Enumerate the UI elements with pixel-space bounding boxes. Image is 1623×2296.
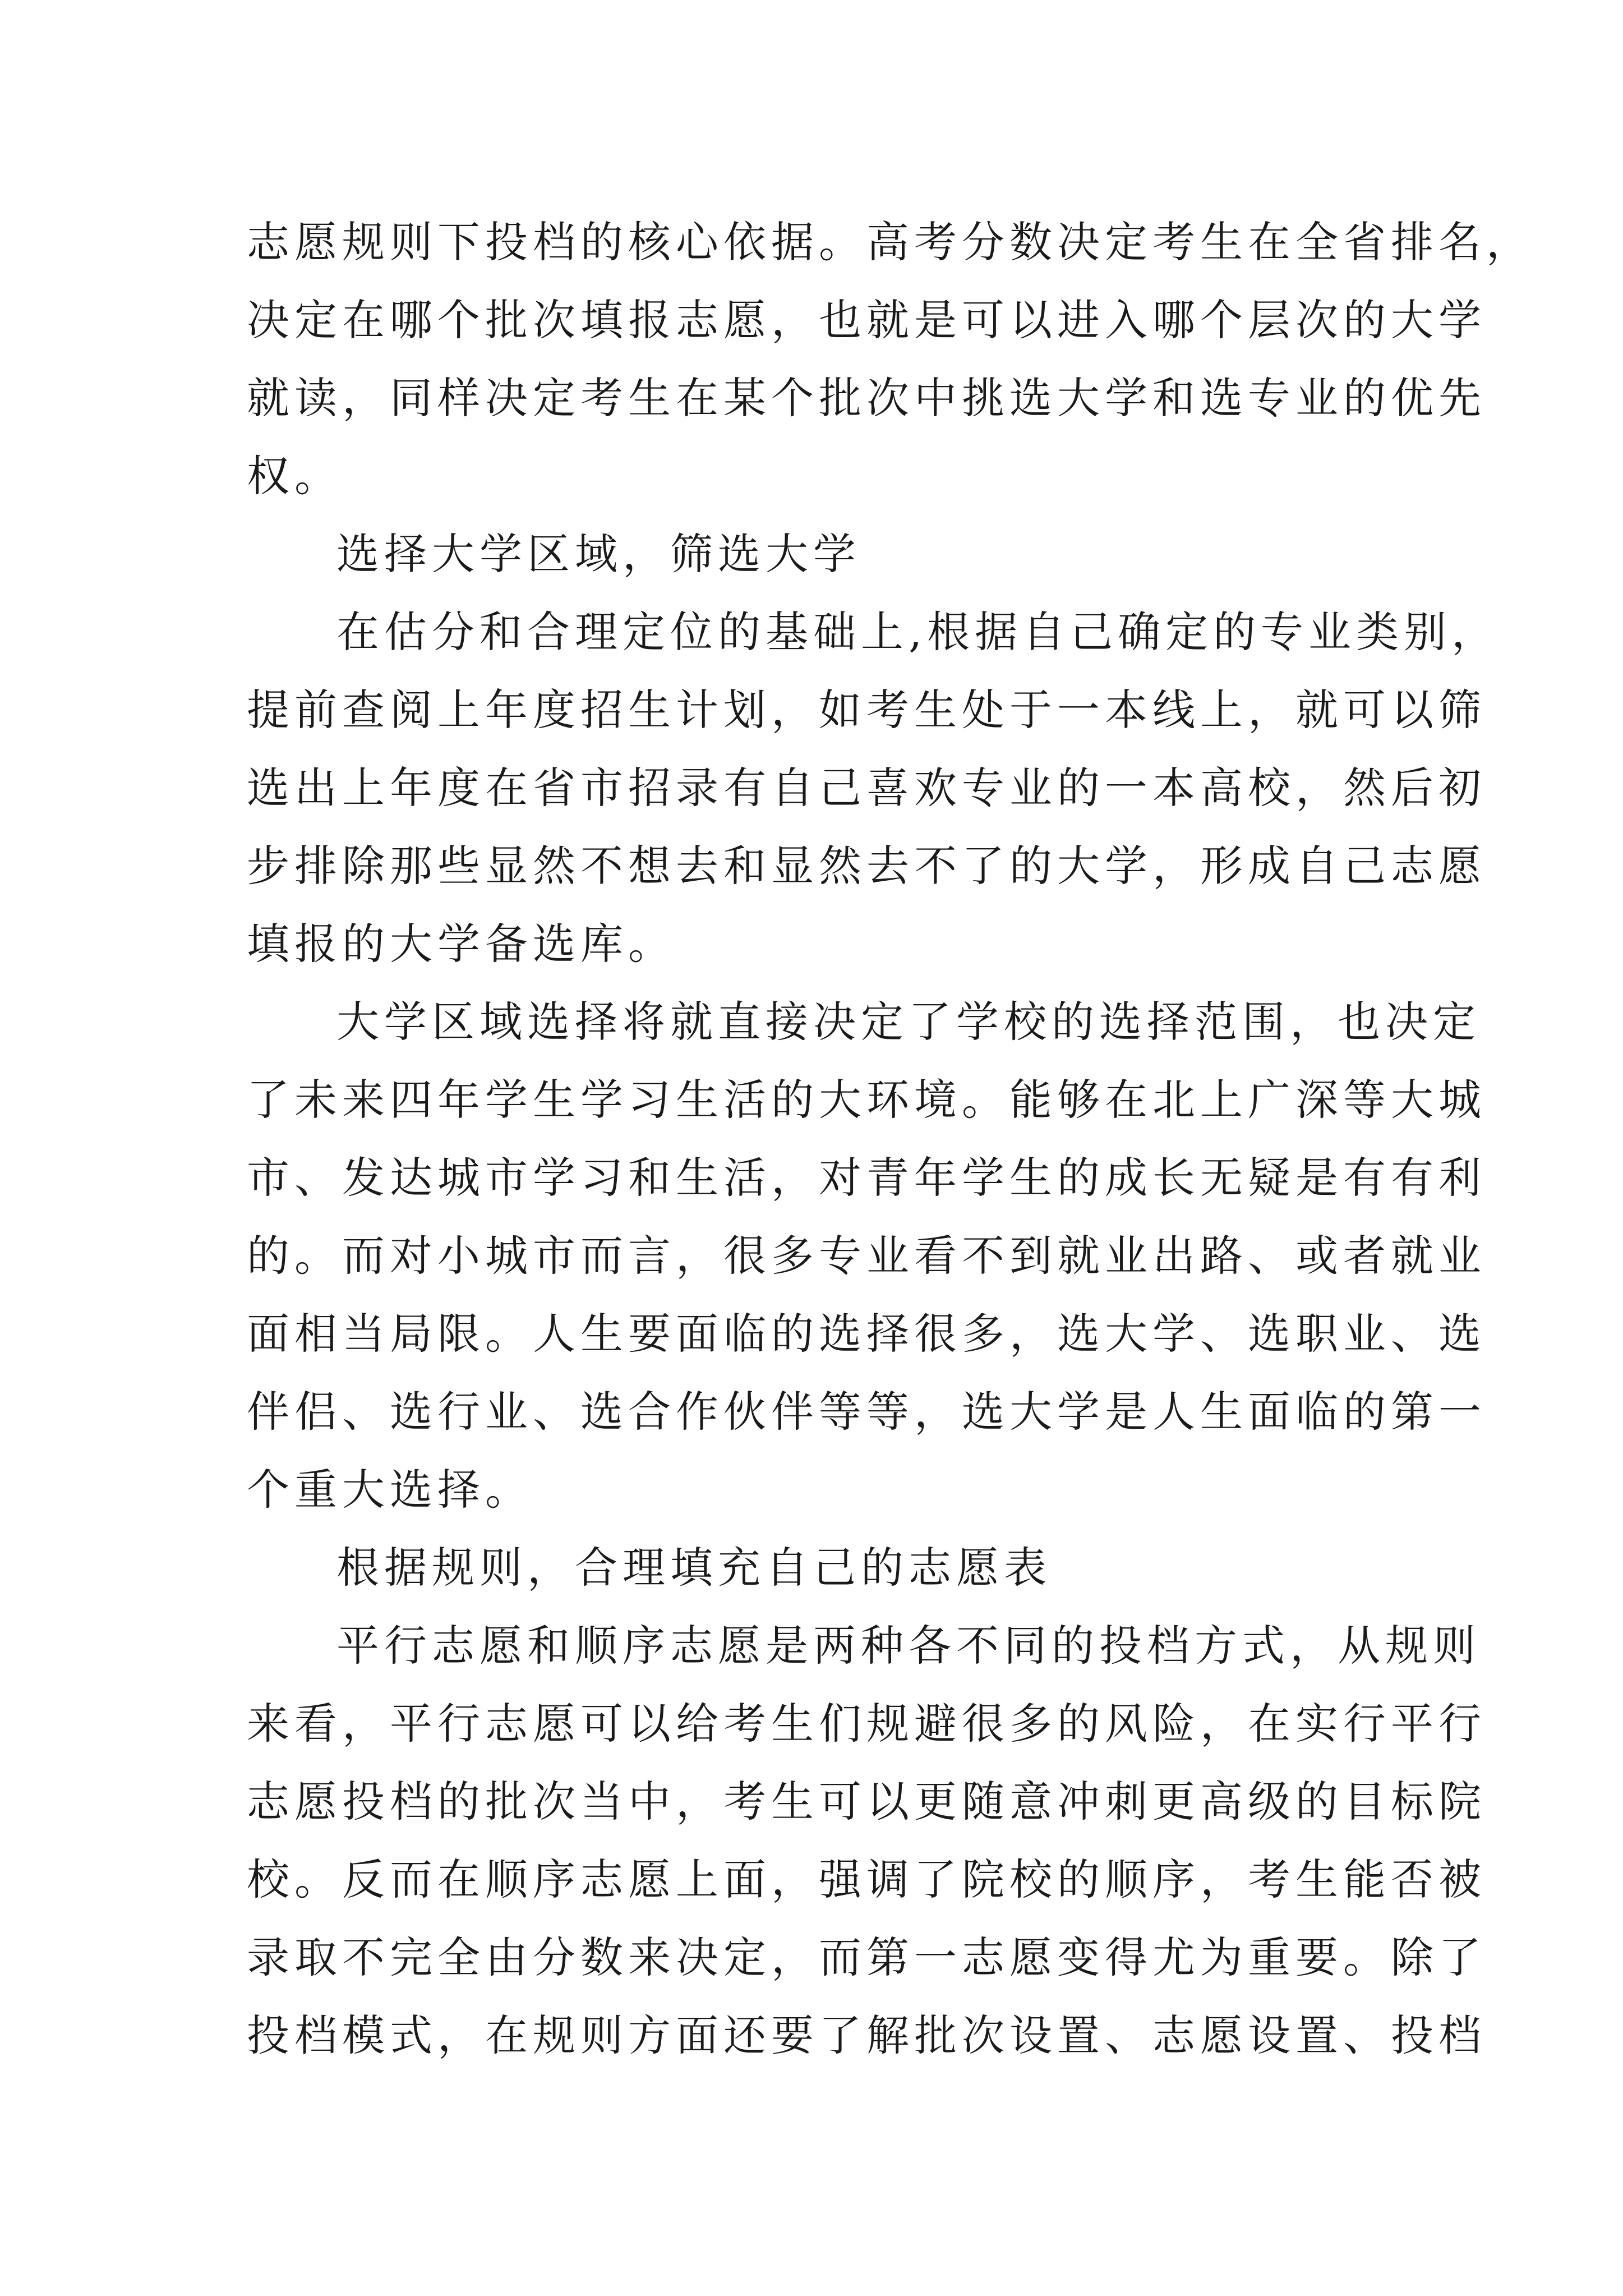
text-line: 来看，平行志愿可以给考生们规避很多的风险，在实行平行 — [247, 1699, 1486, 1749]
section-heading: 选择大学区域，筛选大学 — [336, 529, 861, 579]
text-line: 平行志愿和顺序志愿是两种各不同的投档方式，从规则 — [336, 1621, 1481, 1671]
text-line: 就读，同样决定考生在某个批次中挑选大学和选专业的优先 — [247, 373, 1486, 423]
section-heading: 根据规则，合理填充自己的志愿表 — [336, 1543, 1052, 1593]
text-line: 在估分和合理定位的基础上,根据自己确定的专业类别， — [336, 607, 1500, 657]
text-line: 校。反而在顺序志愿上面，强调了院校的顺序，考生能否被 — [247, 1855, 1486, 1904]
text-line: 的。而对小城市而言，很多专业看不到就业出路、或者就业 — [247, 1231, 1486, 1281]
text-line: 选出上年度在省市招录有自己喜欢专业的一本高校，然后初 — [247, 763, 1486, 813]
text-line: 录取不完全由分数来决定，而第一志愿变得尤为重要。除了 — [247, 1932, 1486, 1982]
text-line: 步排除那些显然不想去和显然去不了的大学，形成自己志愿 — [247, 841, 1486, 891]
text-line: 了未来四年学生学习生活的大环境。能够在北上广深等大城 — [247, 1075, 1486, 1125]
text-line: 权。 — [247, 451, 342, 501]
text-line: 伴侣、选行业、选合作伙伴等等，选大学是人生面临的第一 — [247, 1387, 1486, 1437]
text-line: 决定在哪个批次填报志愿，也就是可以进入哪个层次的大学 — [247, 295, 1486, 345]
text-line: 志愿投档的批次当中，考生可以更随意冲刺更高级的目标院 — [247, 1777, 1486, 1826]
text-line: 志愿规则下投档的核心依据。高考分数决定考生在全省排名， — [247, 217, 1534, 267]
text-line: 填报的大学备选库。 — [247, 919, 676, 969]
text-line: 个重大选择。 — [247, 1465, 533, 1515]
text-line: 市、发达城市学习和生活，对青年学生的成长无疑是有有利 — [247, 1153, 1486, 1203]
text-line: 提前查阅上年度招生计划，如考生处于一本线上，就可以筛 — [247, 685, 1486, 735]
document-body — [247, 203, 1534, 2074]
text-line: 大学区域选择将就直接决定了学校的选择范围，也决定 — [336, 997, 1481, 1047]
text-line: 面相当局限。人生要面临的选择很多，选大学、选职业、选 — [247, 1309, 1486, 1359]
text-line: 投档模式，在规则方面还要了解批次设置、志愿设置、投档 — [247, 2010, 1486, 2060]
